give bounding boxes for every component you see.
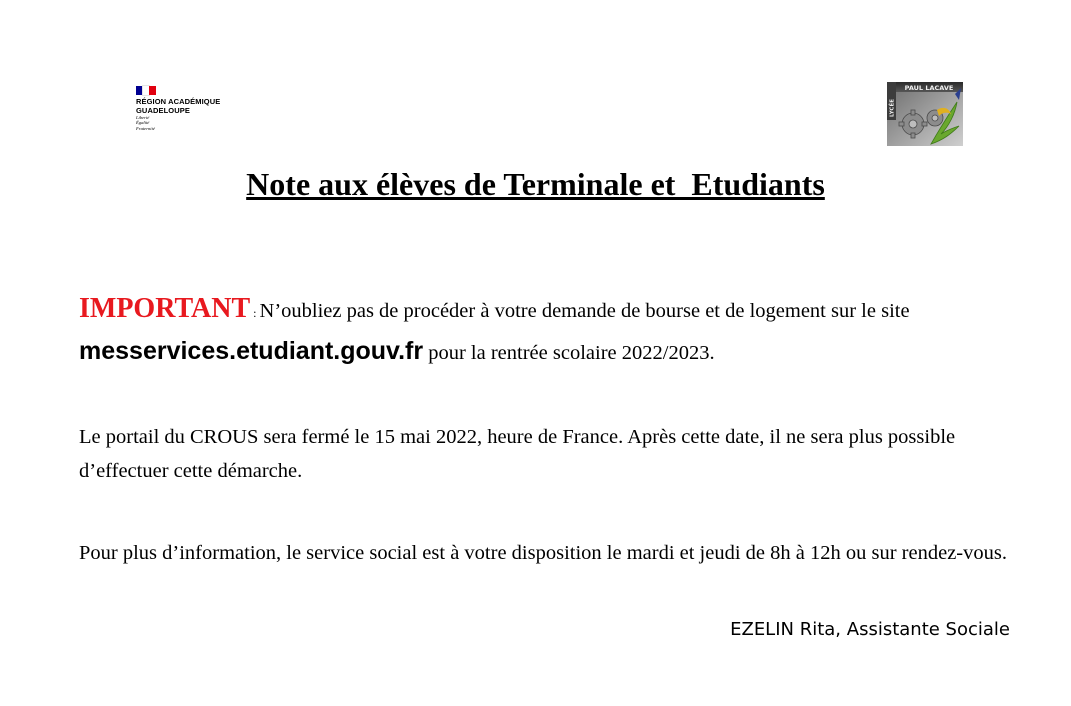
region-logo-line1: RÉGION ACADÉMIQUE <box>136 97 221 106</box>
school-logo-name: PAUL LACAVE <box>904 84 954 92</box>
important-paragraph <box>79 290 1039 372</box>
region-academique-logo <box>136 86 266 146</box>
page-title: Note aux élèves de Terminale et Etudiants <box>246 166 825 202</box>
school-emblem-icon <box>885 80 965 148</box>
motto-fraternite: Fraternité <box>136 125 155 131</box>
region-logo-line2: GUADELOUPE <box>136 105 190 115</box>
important-label: IMPORTANT <box>79 293 251 324</box>
important-text-part2: pour la rentrée scolaire 2022/2023. <box>423 342 715 364</box>
signature: EZELIN Rita, Assistante Sociale <box>730 619 1010 640</box>
important-text-part1: N’oubliez pas de procéder à votre demande de bourse et de logement sur le site <box>259 300 910 322</box>
crous-paragraph: Le portail du CROUS sera fermé le 15 mai 2022, heure de France. Après cette date, il ne sera plus possible d’effectuer cette démarche. <box>79 426 956 482</box>
lycee-paul-lacave-logo <box>885 80 965 148</box>
motto-egalite: Égalité <box>136 120 150 126</box>
site-url: messervices.etudiant.gouv.fr <box>79 337 424 365</box>
school-logo-prefix: LYCÉE <box>889 99 896 117</box>
info-paragraph: Pour plus d’information, le service social est à votre disposition le mardi et jeudi de 8h à 12h ou sur rendez-vous. <box>79 542 1007 564</box>
french-flag-icon <box>136 86 156 95</box>
important-colon: : <box>250 306 260 320</box>
motto-liberte: Liberté <box>136 115 150 120</box>
